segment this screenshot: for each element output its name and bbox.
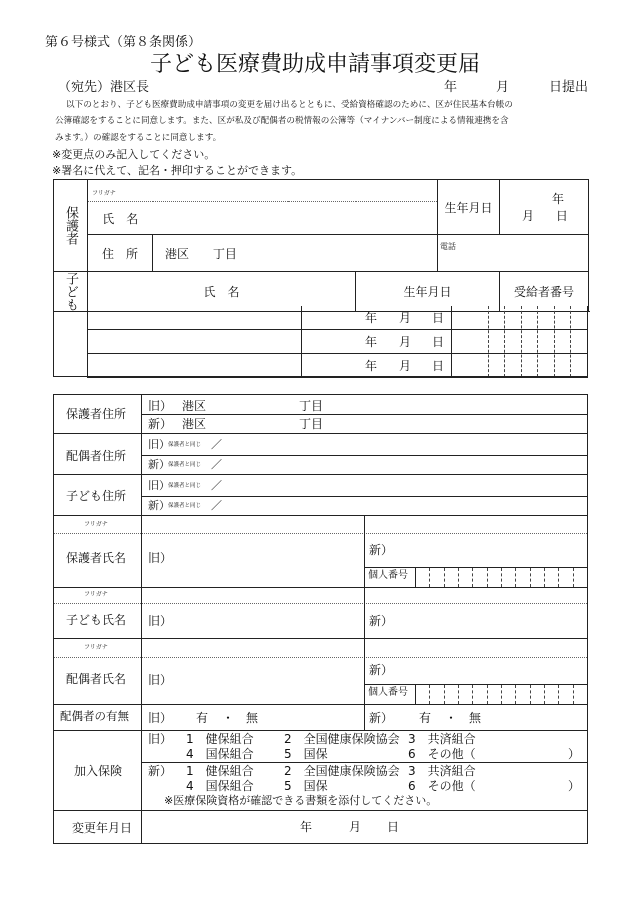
option-kyokai[interactable]: 2 全国健康保険協会 (284, 732, 400, 746)
child-name-change-label: 子ども氏名 (66, 613, 127, 627)
old-prefix: 旧） (148, 673, 173, 687)
birth-year: 年 (552, 192, 565, 206)
spouse-personal-number-label: 個人番号 (368, 687, 408, 698)
child-1-birth-year: 年 (365, 311, 378, 325)
insurance-note: ※医療保険資格が確認できる書類を添付してください。 (164, 794, 438, 807)
change-date-label: 変更年月日 (72, 821, 133, 835)
note-changes-only: ※変更点のみ記入してください。 (52, 148, 216, 161)
consent-line-2: 公簿確認をすることに同意します。また、区が私及び配偶者の税情報の公簿等（マイナンバー制度による情報連携を含 (55, 116, 509, 126)
changes-table (53, 394, 588, 844)
slash: ／ (211, 499, 222, 512)
new-prefix: 新） (369, 711, 394, 725)
same-as-guardian-note: 保護者と同じ (168, 503, 202, 509)
child-3-birth-year: 年 (365, 359, 378, 373)
close-paren: ） (568, 779, 581, 793)
spouse-name-new-field[interactable] (365, 658, 587, 684)
old-prefix: 旧） (148, 711, 173, 725)
consent-line-3: みます。）の確認をすることに同意します。 (55, 133, 222, 143)
submit-year: 年 (444, 80, 458, 95)
children-name-header: 氏 名 (203, 285, 240, 299)
child-2-birth-day: 日 (432, 335, 445, 349)
chome: 丁目 (299, 399, 324, 413)
child-address-new-field[interactable] (142, 497, 587, 515)
child-1-birth-day: 日 (432, 311, 445, 325)
guardian-birth-label: 生年月日 (444, 200, 493, 215)
option-other[interactable]: 6 その他（ (408, 747, 476, 761)
child-2-birth-month: 月 (399, 335, 412, 349)
new-prefix: 新） (369, 543, 394, 557)
children-recipient-header: 受給者番号 (514, 285, 575, 299)
guardian-personal-number-label: 個人番号 (368, 570, 408, 581)
child-name-field[interactable] (87, 306, 301, 377)
no-option[interactable]: 無 (246, 711, 259, 725)
page-title: 子ども医療費助成申請事項変更届 (149, 52, 480, 77)
slash: ／ (211, 458, 222, 471)
new-prefix: 新） (148, 458, 170, 471)
submit-day: 日提出 (549, 80, 589, 95)
guardian-furigana-field[interactable] (153, 180, 438, 202)
note-signature: ※署名に代えて、記名・押印することができます。 (52, 164, 303, 177)
new-prefix: 新） (369, 663, 394, 677)
guardian-name-old-field[interactable] (142, 534, 364, 587)
guardian-name-change-label: 保護者氏名 (66, 551, 127, 565)
child-name-furigana: フリガナ (84, 591, 108, 598)
ward: 港区 (182, 399, 207, 413)
new-prefix: 新） (148, 764, 173, 778)
applicant-table (53, 179, 589, 312)
new-prefix: 新） (148, 499, 170, 512)
option-nhi-union[interactable]: 4 国保組合 (186, 779, 254, 793)
phone-label: 電話 (440, 242, 457, 251)
guardian-address-new-field[interactable] (142, 415, 587, 433)
option-health-union[interactable]: 1 健保組合 (186, 764, 254, 778)
children-rows (87, 306, 588, 377)
old-prefix: 旧） (148, 614, 173, 628)
child-3-birth-month: 月 (399, 359, 412, 373)
guardian-phone-field[interactable] (438, 235, 589, 272)
yes-option[interactable]: 有 (196, 711, 209, 725)
guardian-birth-field[interactable] (500, 180, 589, 235)
option-other[interactable]: 6 その他（ (408, 779, 476, 793)
child-name-old-field[interactable] (142, 604, 364, 638)
spouse-name-old-field[interactable] (142, 658, 364, 704)
guardian-address-label: 住 所 (101, 246, 138, 261)
guardian-name-furigana: フリガナ (84, 521, 108, 528)
recipient-number-boxes[interactable] (472, 306, 587, 377)
guardian-personal-number-boxes[interactable] (415, 568, 587, 587)
spouse-address-new-field[interactable] (142, 456, 587, 474)
no-option[interactable]: 無 (469, 711, 482, 725)
birth-month: 月 (522, 209, 535, 223)
slash: ／ (211, 438, 222, 451)
slash: ／ (211, 479, 222, 492)
child-address-old-field[interactable] (142, 476, 587, 496)
close-paren: ） (568, 747, 581, 761)
child-1-birth-month: 月 (399, 311, 412, 325)
submit-month: 月 (496, 80, 510, 95)
consent-line-1: 以下のとおり、子ども医療費助成申請事項の変更を届け出るとともに、受給資格確認のために、区が住民基本台帳の (66, 100, 513, 110)
change-month: 月 (349, 820, 362, 834)
guardian-name-new-field[interactable] (365, 534, 587, 567)
insurance-old-field[interactable] (142, 731, 587, 762)
guardian-section-label: 保護者 (63, 206, 78, 245)
children-section-label: 子ども (63, 272, 78, 311)
insurance-label: 加入保険 (74, 764, 123, 778)
spouse-name-change-label: 配偶者氏名 (66, 672, 127, 686)
guardian-address-old-field[interactable] (142, 395, 587, 414)
option-kyokai[interactable]: 2 全国健康保険協会 (284, 764, 400, 778)
birth-day: 日 (555, 209, 568, 223)
change-year: 年 (300, 820, 313, 834)
option-nhi-union[interactable]: 4 国保組合 (186, 747, 254, 761)
guardian-name-label: 氏 名 (102, 211, 139, 226)
yes-option[interactable]: 有 (419, 711, 432, 725)
child-3-birth-day: 日 (432, 359, 445, 373)
spouse-presence-old-field[interactable] (142, 705, 364, 730)
new-prefix: 新） (148, 417, 173, 431)
option-mutual-aid[interactable]: 3 共済組合 (408, 764, 476, 778)
spouse-personal-number-boxes[interactable] (415, 685, 587, 704)
change-day: 日 (387, 820, 400, 834)
ward: 港区 (182, 417, 207, 431)
child-2-birth-year: 年 (365, 335, 378, 349)
address-chome: 丁目 (212, 246, 237, 261)
guardian-name-field[interactable] (153, 202, 438, 235)
spouse-address-label: 配偶者住所 (66, 449, 127, 463)
same-as-guardian-note: 保護者と同じ (168, 462, 202, 468)
old-prefix: 旧） (148, 551, 173, 565)
option-nhi[interactable]: 5 国保 (284, 779, 328, 793)
option-mutual-aid[interactable]: 3 共済組合 (408, 732, 476, 746)
new-prefix: 新） (369, 614, 394, 628)
address-ward: 港区 (165, 246, 190, 261)
option-health-union[interactable]: 1 健保組合 (186, 732, 254, 746)
guardian-furigana-label: フリガナ (92, 189, 116, 197)
insurance-new-field[interactable] (142, 763, 587, 810)
change-date-field[interactable] (142, 811, 587, 843)
spouse-name-furigana: フリガナ (84, 644, 108, 651)
guardian-address-change-label: 保護者住所 (66, 407, 127, 421)
child-address-label: 子ども住所 (66, 489, 127, 503)
addressee: （宛先）港区長 (58, 80, 150, 95)
spouse-presence-new-field[interactable] (365, 705, 587, 730)
child-name-new-field[interactable] (365, 604, 587, 638)
option-nhi[interactable]: 5 国保 (284, 747, 328, 761)
chome: 丁目 (299, 417, 324, 431)
old-prefix: 旧） (148, 399, 173, 413)
form-number: 第６号様式（第８条関係） (45, 35, 202, 50)
old-prefix: 旧） (148, 732, 173, 746)
guardian-address-field[interactable] (153, 235, 438, 272)
same-as-guardian-note: 保護者と同じ (168, 483, 202, 489)
spouse-presence-label: 配偶者の有無 (60, 709, 129, 723)
old-prefix: 旧） (148, 438, 170, 451)
old-prefix: 旧） (148, 479, 170, 492)
same-as-guardian-note: 保護者と同じ (168, 442, 202, 448)
separator-dot: ・ (222, 711, 235, 725)
separator-dot: ・ (445, 711, 458, 725)
children-birth-header: 生年月日 (403, 285, 452, 299)
spouse-address-old-field[interactable] (142, 435, 587, 455)
